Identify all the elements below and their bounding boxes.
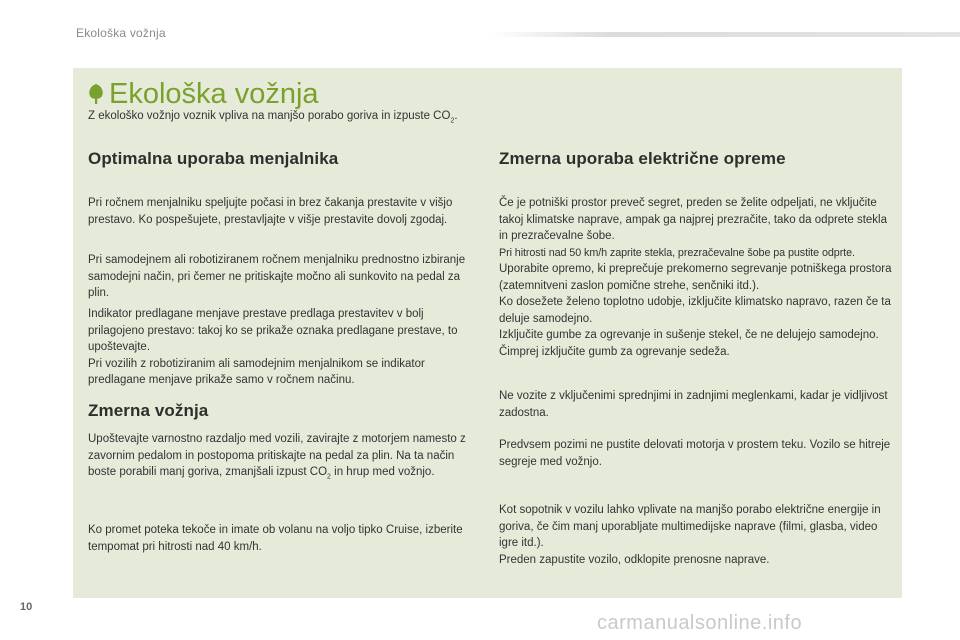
- paragraph: Predvsem pozimi ne pustite delovati motorja v prostem teku. Vozilo se hitreje segreje med vožnjo.: [499, 439, 891, 468]
- paragraph: Pri ročnem menjalniku speljujte počasi in brez čakanja prestavite v višjo prestavo. Ko pospešujete, prestavljajte v višje prestavite dovolj zgodaj.: [88, 197, 453, 226]
- header-rule: [490, 32, 960, 37]
- paragraph: Če je potniški prostor preveč segret, preden se želite odpeljati, ne vključite takoj klimatske naprave, ampak ga najprej prezračite, tako da odprete stekla in prezračevalne šobe. Pri hitrosti nad 50 km/h zaprite stekla, prezračevalne šobe pa pustite odprte. Uporabite opremo, ki preprečuje prekomerno segrevanje potniškega prostora (zatemnitveni zaslon pomične strehe, senčniki itd.). Ko dosežete želeno toplotno udobje, izključite klimatsko napravo, razen če ta deluje samodejno. Izključite gumbe za ogrevanje in sušenje stekel, če ne delujejo samodejno. Čimprej izključite gumb za ogrevanje sedeža.: [499, 197, 892, 358]
- paragraph: Ne vozite z vključenimi sprednjimi in zadnjimi meglenkami, kadar je vidljivost zadostna.: [499, 390, 888, 419]
- heading-moderate-driving: Zmerna vožnja: [88, 401, 209, 420]
- running-header: Ekološka vožnja: [76, 26, 166, 40]
- paragraph: Ko promet poteka tekoče in imate ob volanu na voljo tipko Cruise, izberite tempomat pri hitrosti nad 40 km/h.: [88, 524, 463, 553]
- paragraph: Pri samodejnem ali robotiziranem ročnem menjalniku prednostno izbiranje samodejni način, pri čemer ne pritiskajte močno ali sunkovito na pedal za plin.: [88, 254, 466, 299]
- heading-gearbox: Optimalna uporaba menjalnika: [88, 149, 339, 168]
- paragraph: Kot sopotnik v vozilu lahko vplivate na manjšo porabo električne energije in goriva, če čim manj uporabljate multimedijske naprave (filmi, glasba, video igre itd.). Preden zapustite vozilo, odklopite prenosne naprave.: [499, 504, 881, 566]
- page-subtitle: Z ekološko vožnjo voznik vpliva na manjšo porabo goriva in izpuste $CO_2$.: [88, 110, 458, 125]
- heading-electrical: Zmerna uporaba električne opreme: [499, 149, 786, 168]
- watermark: carmanualsonline.info: [597, 612, 803, 634]
- paragraph: Indikator predlagane menjave prestave predlaga prestavitev v bolj prilagojeno prestavo: takoj ko se prikaže oznaka predlagane prestave, to upoštevajte. Pri vozilih z robotiziranim ali samodejnim menjalnikom se indikator predlagane menjave prikaže samo v ročnem načinu.: [88, 308, 458, 386]
- page-title: Ekološka vožnja: [109, 78, 319, 110]
- page-number: 10: [20, 601, 33, 613]
- leaf-icon: [87, 83, 105, 105]
- paragraph: Upoštevajte varnostno razdaljo med vozili, zavirajte z motorjem namesto z zavornim pedalom in postopoma pritiskajte na pedal za plin. Na ta način boste porabili manj goriva, zmanjšali izpust $CO_2$ in hrup med vožnjo.: [88, 433, 466, 481]
